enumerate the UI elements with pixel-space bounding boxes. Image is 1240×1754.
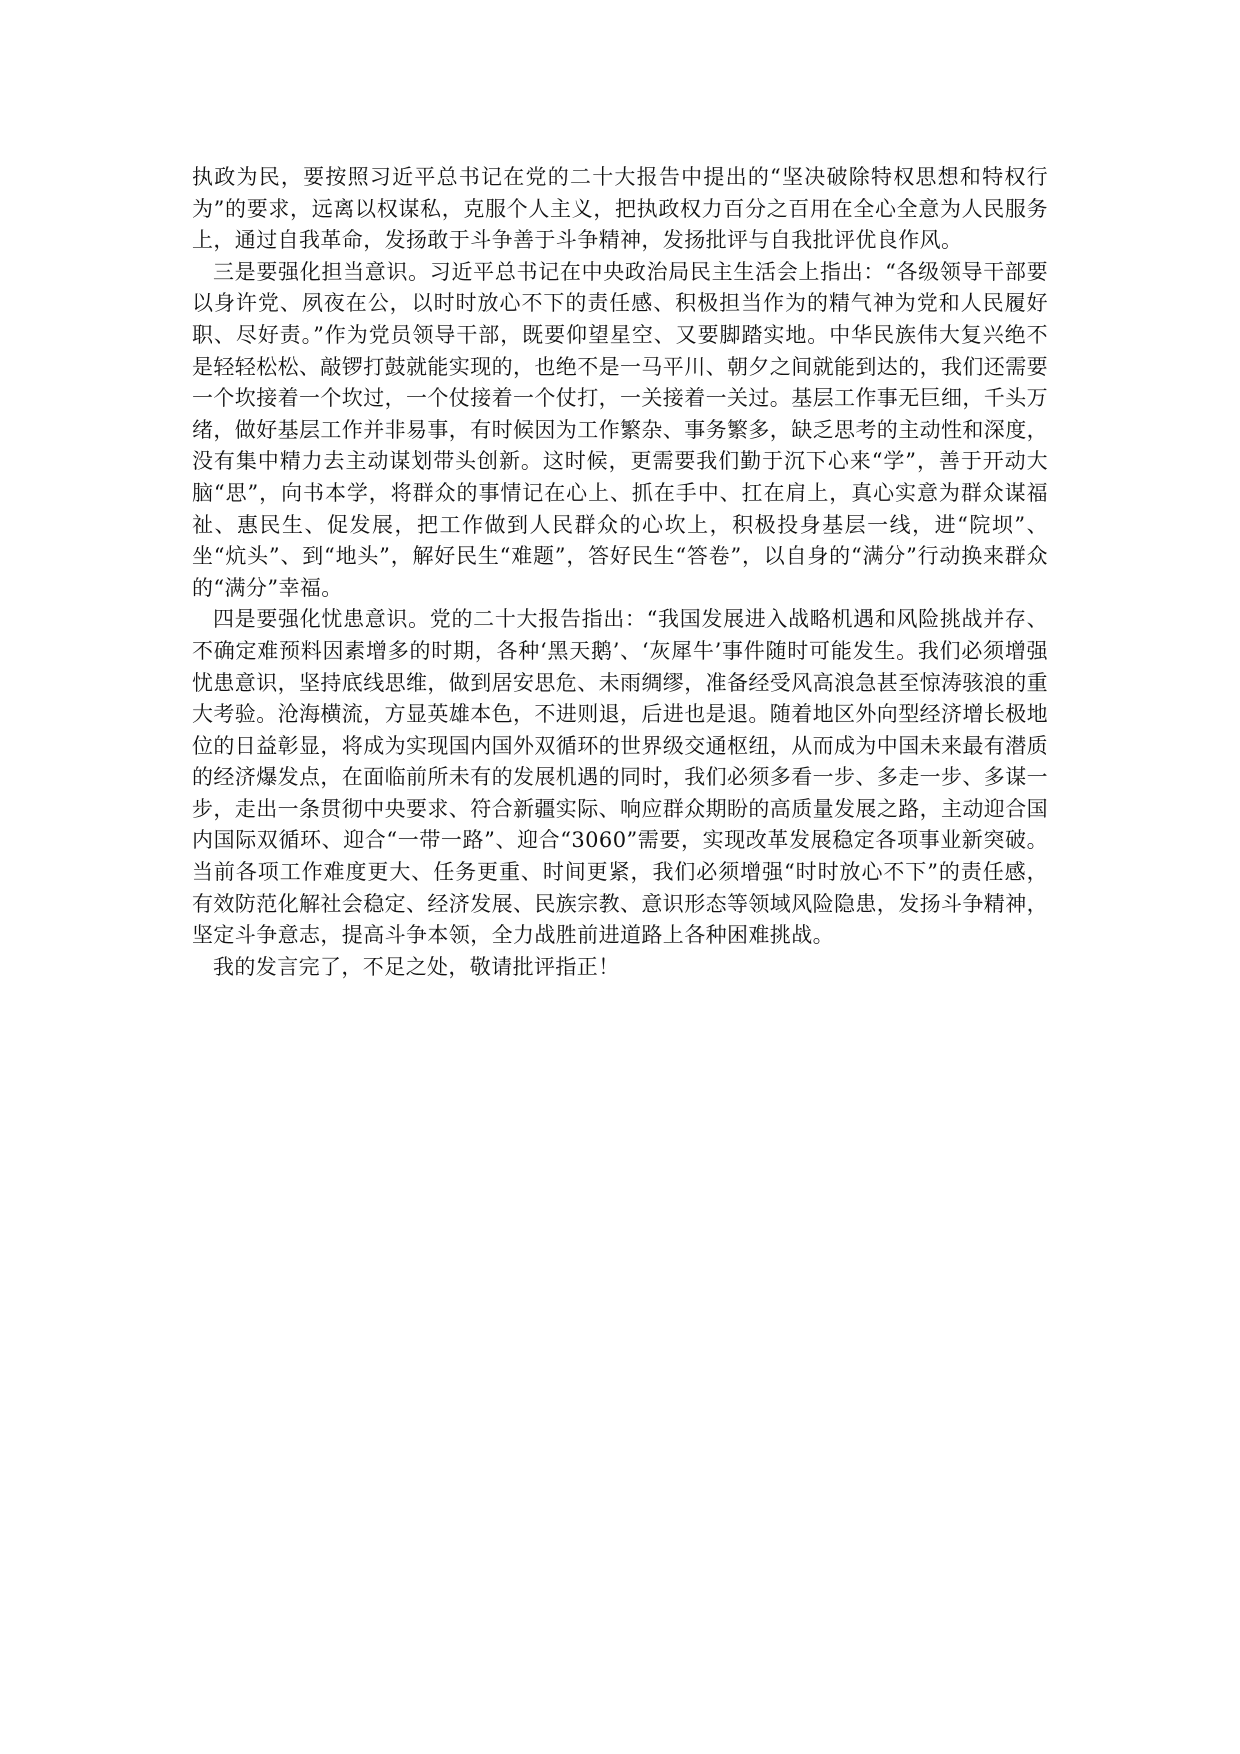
paragraph-closing: 我的发言完了，不足之处，敬请批评指正！ xyxy=(213,954,620,979)
paragraph-point-three: 三是要强化担当意识。习近平总书记在中央政治局民主生活会上指出：“各级领导干部要以身许党、夙夜在公，以时时放心不下的责任感、积极担当作为的精气神为党和人民履好职、尽好责。”作为党员领导干部，既要仰望星空、又要脚踏实地。中华民族伟大复兴绝不是轻轻松松、敲锣打鼓就能实现的，也绝不是一马平川、朝夕之间就能到达的，我们还需要一个坎接着一个坎过，一个仗接着一个仗打，一关接着一关过。基层工作事无巨细，千头万绪，做好基层工作并非易事，有时候因为工作繁杂、事务繁多，缺乏思考的主动性和深度，没有集中精力去主动谋划带头创新。这时候，更需要我们勤于沉下心来“学”，善于开动大脑“思”，向书本学，将群众的事情记在心上、抓在手中、扛在肩上，真心实意为群众谋福祉、惠民生、促发展，把工作做到人民群众的心坎上，积极投身基层一线，进“院坝”、坐“炕头”、到“地头”，解好民生“难题”，答好民生“答卷”，以自身的“满分”行动换来群众的“满分”幸福。 xyxy=(192,259,1048,600)
document-body xyxy=(192,162,1048,983)
paragraph-continuation: 执政为民，要按照习近平总书记在党的二十大报告中提出的“坚决破除特权思想和特权行为”的要求，远离以权谋私，克服个人主义，把执政权力百分之百用在全心全意为人民服务上，通过自我革命，发扬敢于斗争善于斗争精神，发扬批评与自我批评优良作风。 xyxy=(192,165,1048,253)
paragraph-point-four: 四是要强化忧患意识。党的二十大报告指出：“我国发展进入战略机遇和风险挑战并存、不确定难预料因素增多的时期，各种‘黑天鹅’、‘灰犀牛’事件随时可能发生。我们必须增强忧患意识，坚持底线思维，做到居安思危、未雨绸缪，准备经受风高浪急甚至惊涛骇浪的重大考验。沧海横流，方显英雄本色，不进则退，后进也是退。随着地区外向型经济增长极地位的日益彰显，将成为实现国内国外双循环的世界级交通枢纽，从而成为中国未来最有潜质的经济爆发点，在面临前所未有的发展机遇的同时，我们必须多看一步、多走一步、多谋一步，走出一条贯彻中央要求、符合新疆实际、响应群众期盼的高质量发展之路，主动迎合国内国际双循环、迎合“一带一路”、迎合“3060”需要，实现改革发展稳定各项事业新突破。当前各项工作难度更大、任务更重、时间更紧，我们必须增强“时时放心不下”的责任感，有效防范化解社会稳定、经济发展、民族宗教、意识形态等领域风险隐患，发扬斗争精神，坚定斗争意志，提高斗争本领，全力战胜前进道路上各种困难挑战。 xyxy=(192,607,1048,948)
